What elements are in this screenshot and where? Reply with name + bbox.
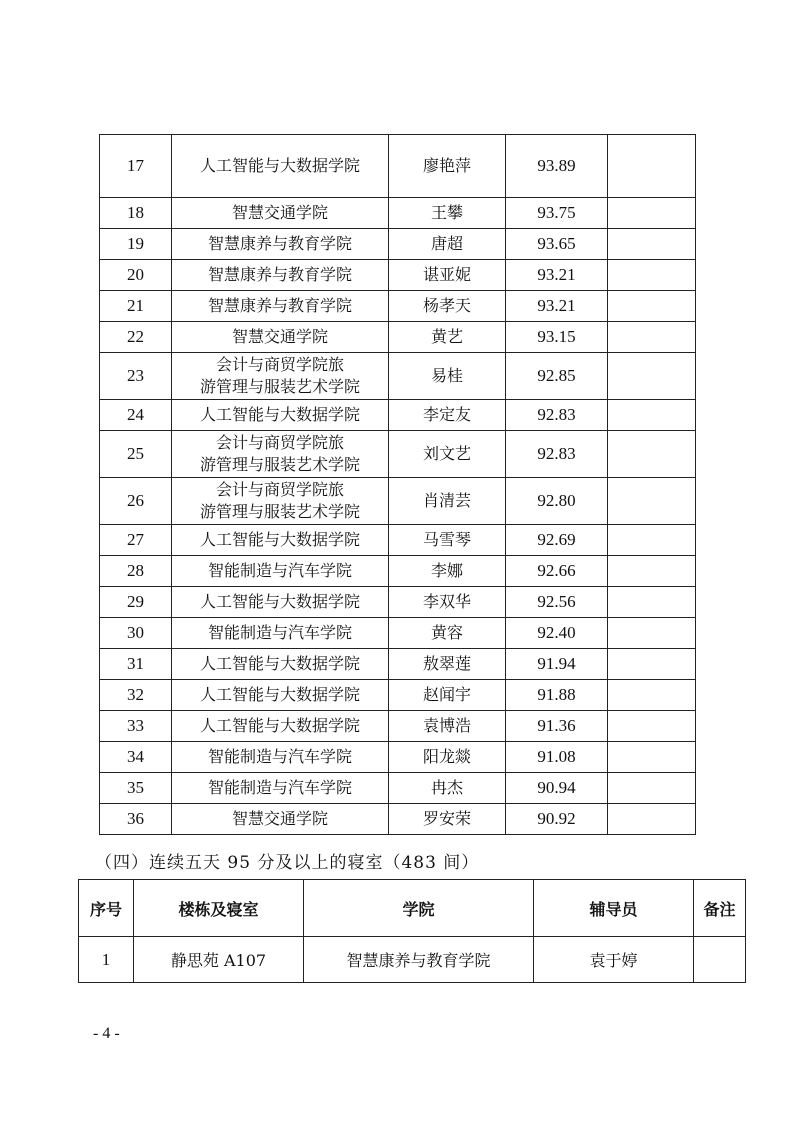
name-cell: 冉杰 [389,773,506,804]
score-cell: 90.92 [506,804,608,835]
note-cell [608,773,696,804]
header-note: 备注 [694,880,746,937]
note-cell [608,135,696,198]
dorm-college-cell: 智慧康养与教育学院 [304,937,534,983]
name-cell: 肖清芸 [389,478,506,525]
name-cell: 李双华 [389,587,506,618]
score-cell: 92.69 [506,525,608,556]
rank-number-cell: 20 [100,260,172,291]
rank-number-cell: 17 [100,135,172,198]
name-cell: 刘文艺 [389,431,506,478]
name-cell: 黄容 [389,618,506,649]
college-cell [172,431,389,478]
college-line: 游管理与服装艺术学院 [199,502,360,521]
college-cell [172,556,389,587]
table-row [100,525,696,556]
name-cell: 廖艳萍 [389,135,506,198]
score-cell: 91.08 [506,742,608,773]
score-cell: 92.80 [506,478,608,525]
college-line: 人工智能与大数据学院 [199,592,360,611]
table-row [100,322,696,353]
rank-number-cell: 18 [100,198,172,229]
name-cell: 杨孝天 [389,291,506,322]
rank-number-cell: 32 [100,680,172,711]
table-row [100,353,696,400]
college-line: 会计与商贸学院旅 [215,433,344,452]
college-cell [172,649,389,680]
name-cell: 罗安荣 [389,804,506,835]
score-cell: 90.94 [506,773,608,804]
note-cell [608,353,696,400]
college-line: 智能制造与汽车学院 [207,747,352,766]
dorm-no-cell: 1 [79,937,134,983]
college-cell [172,587,389,618]
college-line: 智慧康养与教育学院 [207,234,352,253]
header-college: 学院 [304,880,534,937]
rank-number-cell: 26 [100,478,172,525]
note-cell [608,587,696,618]
table-row [100,742,696,773]
rank-number-cell: 29 [100,587,172,618]
note-cell [608,804,696,835]
header-counselor: 辅导员 [534,880,694,937]
score-cell: 92.83 [506,431,608,478]
college-line: 人工智能与大数据学院 [199,156,360,175]
table-row [100,135,696,198]
note-cell [608,618,696,649]
college-cell [172,229,389,260]
header-building: 楼栋及寝室 [134,880,304,937]
college-cell [172,135,389,198]
dorm-counselor-cell: 袁于婷 [534,937,694,983]
college-line: 智能制造与汽车学院 [207,623,352,642]
score-cell: 93.89 [506,135,608,198]
college-line: 游管理与服装艺术学院 [199,455,360,474]
college-cell [172,198,389,229]
rank-number-cell: 19 [100,229,172,260]
score-cell: 92.56 [506,587,608,618]
note-cell [608,680,696,711]
name-cell: 谌亚妮 [389,260,506,291]
note-cell [608,525,696,556]
table-row [100,400,696,431]
college-line: 人工智能与大数据学院 [199,716,360,735]
note-cell [608,400,696,431]
dorm-building-cell: 静思苑 A107 [134,937,304,983]
rank-number-cell: 21 [100,291,172,322]
college-cell [172,804,389,835]
ranking-table [99,134,696,835]
name-cell: 马雪琴 [389,525,506,556]
score-cell: 92.85 [506,353,608,400]
score-cell: 91.36 [506,711,608,742]
note-cell [608,478,696,525]
college-line: 人工智能与大数据学院 [199,405,360,424]
college-line: 智慧交通学院 [231,809,328,828]
table-row [100,556,696,587]
note-cell [608,556,696,587]
rank-number-cell: 23 [100,353,172,400]
section-heading: （四）连续五天 95 分及以上的寝室（483 间） [95,853,480,873]
name-cell: 敖翠莲 [389,649,506,680]
note-cell [608,291,696,322]
college-cell [172,478,389,525]
rank-number-cell: 22 [100,322,172,353]
note-cell [608,649,696,680]
name-cell: 阳龙燚 [389,742,506,773]
rank-number-cell: 28 [100,556,172,587]
college-cell [172,322,389,353]
rank-number-cell: 27 [100,525,172,556]
score-cell: 92.66 [506,556,608,587]
college-line: 人工智能与大数据学院 [199,530,360,549]
table-row [100,260,696,291]
note-cell [608,322,696,353]
table-row [100,431,696,478]
dorm-table-header-row [79,880,746,937]
name-cell: 李娜 [389,556,506,587]
rank-number-cell: 33 [100,711,172,742]
rank-number-cell: 30 [100,618,172,649]
name-cell: 袁博浩 [389,711,506,742]
note-cell [608,229,696,260]
college-line: 智慧交通学院 [231,327,328,346]
name-cell: 王攀 [389,198,506,229]
dorm-note-cell [694,937,746,983]
note-cell [608,711,696,742]
rank-number-cell: 34 [100,742,172,773]
college-cell [172,742,389,773]
rank-number-cell: 31 [100,649,172,680]
name-cell: 唐超 [389,229,506,260]
score-cell: 93.75 [506,198,608,229]
dorm-table [78,879,746,983]
college-line: 游管理与服装艺术学院 [199,377,360,396]
college-cell [172,618,389,649]
college-cell [172,291,389,322]
college-line: 智慧交通学院 [231,203,328,222]
rank-number-cell: 24 [100,400,172,431]
college-line: 人工智能与大数据学院 [199,654,360,673]
college-cell [172,260,389,291]
note-cell [608,198,696,229]
name-cell: 黄艺 [389,322,506,353]
college-line: 会计与商贸学院旅 [215,355,344,374]
college-cell [172,525,389,556]
header-no: 序号 [79,880,134,937]
college-line: 智能制造与汽车学院 [207,778,352,797]
table-row [100,804,696,835]
score-cell: 93.21 [506,260,608,291]
rank-number-cell: 25 [100,431,172,478]
table-row [100,478,696,525]
table-row [100,649,696,680]
college-cell [172,773,389,804]
table-row [100,587,696,618]
score-cell: 93.21 [506,291,608,322]
note-cell [608,742,696,773]
score-cell: 91.88 [506,680,608,711]
page-number: - 4 - [93,1025,120,1042]
note-cell [608,431,696,478]
college-cell [172,711,389,742]
rank-number-cell: 35 [100,773,172,804]
score-cell: 93.15 [506,322,608,353]
college-line: 智能制造与汽车学院 [207,561,352,580]
college-line: 人工智能与大数据学院 [199,685,360,704]
table-row [100,773,696,804]
score-cell: 92.83 [506,400,608,431]
college-line: 智慧康养与教育学院 [207,265,352,284]
table-row [100,618,696,649]
table-row [100,229,696,260]
table-row [100,711,696,742]
college-cell [172,400,389,431]
note-cell [608,260,696,291]
dorm-table-row [79,937,746,983]
name-cell: 易桂 [389,353,506,400]
score-cell: 93.65 [506,229,608,260]
table-row [100,291,696,322]
college-cell [172,353,389,400]
table-row [100,198,696,229]
name-cell: 赵闻宇 [389,680,506,711]
score-cell: 92.40 [506,618,608,649]
college-cell [172,680,389,711]
name-cell: 李定友 [389,400,506,431]
college-line: 会计与商贸学院旅 [215,480,344,499]
score-cell: 91.94 [506,649,608,680]
rank-number-cell: 36 [100,804,172,835]
table-row [100,680,696,711]
college-line: 智慧康养与教育学院 [207,296,352,315]
